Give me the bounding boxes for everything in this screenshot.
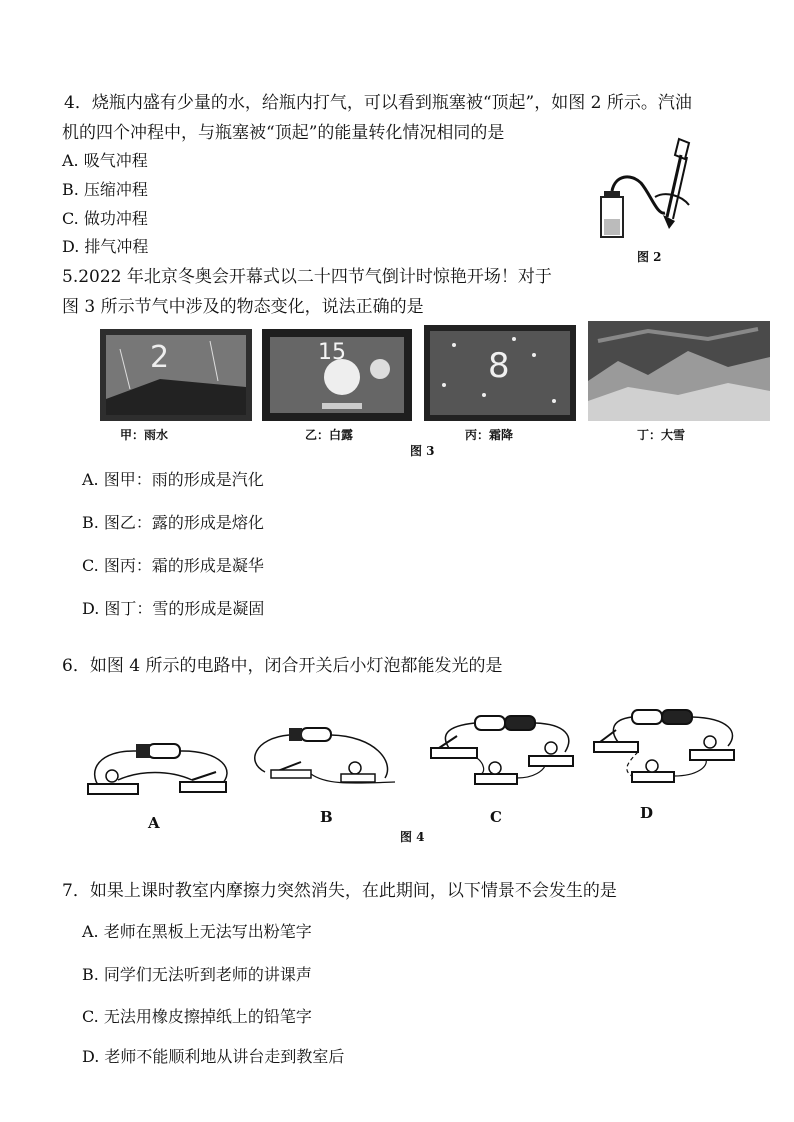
q4-option-a: A. 吸气冲程 [62,151,148,170]
photo-label-yi: 乙：白露 [305,428,354,442]
q5-option-b: B. 图乙：露的形成是熔化 [82,513,264,532]
circuit-b-diagram [245,722,405,792]
circuit-a-diagram [80,740,240,800]
svg-text:8: 8 [488,346,510,386]
circuit-c-diagram [425,712,585,792]
q5-option-d: D. 图丁：雪的形成是凝固 [82,599,265,618]
q5-stem-line1: 5.2022 年北京冬奥会开幕式以二十四节气倒计时惊艳开场！对于 [62,267,552,287]
q4-option-d: D. 排气冲程 [62,237,149,256]
q4-stem-line1: 4．烧瓶内盛有少量的水，给瓶内打气，可以看到瓶塞被“顶起”，如图 2 所示。汽油 [64,93,692,113]
q5-option-c: C. 图丙：霜的形成是凝华 [82,556,264,575]
figure-4-caption: 图 4 [400,830,425,844]
q7-option-d: D. 老师不能顺利地从讲台走到教室后 [82,1047,345,1066]
svg-text:2: 2 [150,340,170,375]
circuit-label-b: B [320,808,333,826]
q5-option-a: A. 图甲：雨的形成是汽化 [82,470,264,489]
circuit-label-c: C [490,808,502,826]
photo-label-jia: 甲：雨水 [120,428,169,442]
circuit-d-diagram [588,706,748,792]
q6-stem: 6．如图 4 所示的电路中，闭合开关后小灯泡都能发光的是 [62,656,503,676]
q7-option-a: A. 老师在黑板上无法写出粉笔字 [82,922,312,941]
figure-3-caption: 图 3 [410,444,435,458]
q4-option-b: B. 压缩冲程 [62,180,148,199]
q5-stem-line2: 图 3 所示节气中涉及的物态变化，说法正确的是 [62,297,424,317]
figure-2-flask-pump [585,135,735,260]
q4-stem-line2: 机的四个冲程中，与瓶塞被“顶起”的能量转化情况相同的是 [62,123,505,143]
photo-label-bing: 丙：霜降 [465,428,514,442]
circuit-label-a: A [148,814,160,832]
photo-rain [100,329,252,421]
q7-option-c: C. 无法用橡皮擦掉纸上的铅笔字 [82,1007,312,1026]
photo-label-ding: 丁：大雪 [637,428,686,442]
q4-option-c: C. 做功冲程 [62,209,148,228]
photo-major-snow [588,321,770,421]
photo-frost-descent [424,325,576,421]
svg-text:15: 15 [318,340,346,365]
q7-stem: 7．如果上课时教室内摩擦力突然消失，在此期间，以下情景不会发生的是 [62,881,617,901]
figure-2-caption: 图 2 [637,250,662,264]
q7-option-b: B. 同学们无法听到老师的讲课声 [82,965,312,984]
photo-white-dew [262,329,412,421]
circuit-label-d: D [640,804,654,822]
